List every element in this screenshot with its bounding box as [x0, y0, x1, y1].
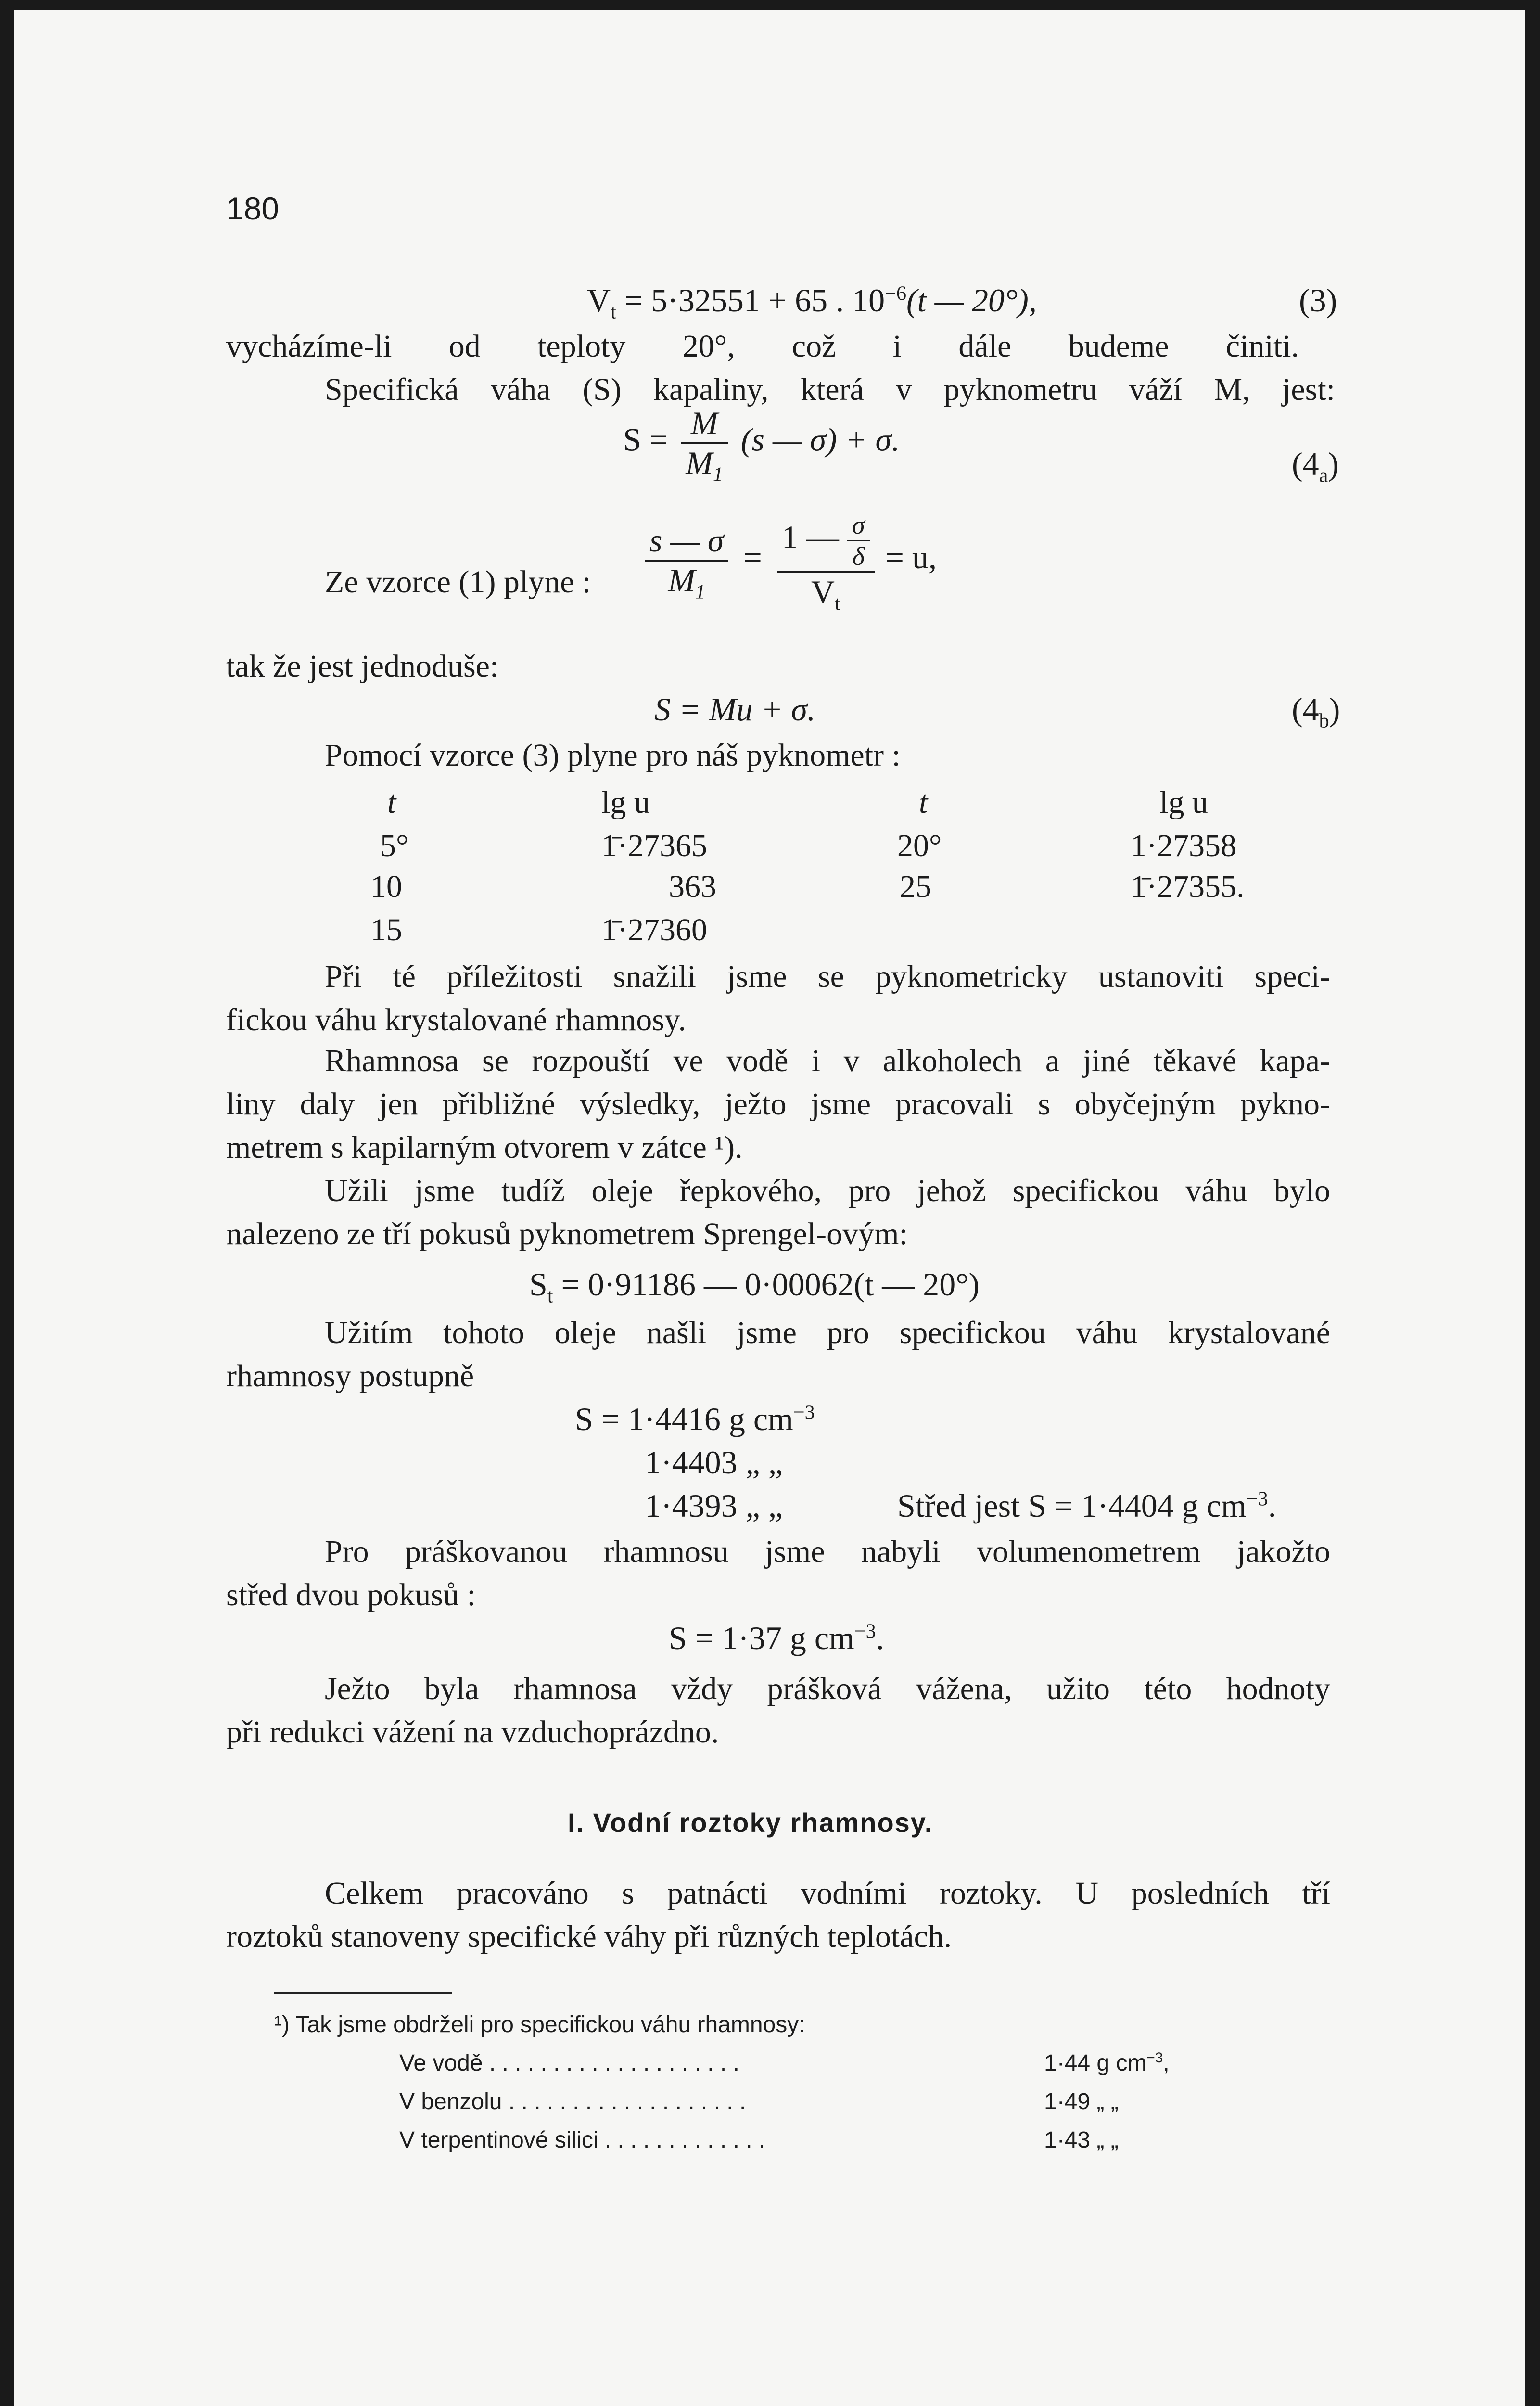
text-line: roztoků stanoveny specifické váhy při různých teplotách.	[226, 1919, 952, 1954]
table-header: t	[919, 785, 928, 820]
text-line: tak že jest jednoduše:	[226, 649, 499, 684]
equation-3-label: (3)	[1299, 282, 1337, 319]
page	[14, 10, 1525, 2406]
footnote-intro: ¹) Tak jsme obdrželi pro specifickou váhu rhamnosy:	[274, 2012, 805, 2037]
table-cell: 15	[370, 912, 402, 947]
value-row: S = 1·4416 g $cm^{-3}$	[575, 1401, 815, 1437]
footnote-value: 1·43 „ „	[1044, 2127, 1119, 2153]
text-line: liny daly jen přibližné výsledky, ježto jsme pracovali s obyčejným pykno-	[226, 1087, 1330, 1122]
footnote-divider	[274, 1992, 452, 1994]
equation-3: $V_t = 5\cdot 32551 + 65$ . $10^{-6}(t$ — 20°),	[587, 282, 1037, 323]
text-line: Ježto byla rhamnosa vždy prášková vážena, užito této hodnoty	[325, 1671, 1330, 1706]
footnote-row: V benzolu . . . . . . . . . . . . . . . . . . .	[399, 2089, 746, 2114]
table-cell: 20°	[897, 828, 942, 863]
value-row: 1·4393 „ „	[645, 1487, 783, 1524]
text-line: Specifická váha (S) kapaliny, která v pyknometru váží M, jest:	[325, 372, 1335, 407]
table-cell: 1·27358	[1131, 828, 1236, 863]
equation-u: $\frac{s — \sigma}{M_1}$ = 1 — $\frac{\sigma}{\delta}$ $V_t$ = u,	[645, 510, 937, 611]
page-number: 180	[226, 191, 280, 226]
stred-value: Střed jest S = 1·4404 g $cm^{-3}$.	[897, 1487, 1276, 1524]
equation-st: $S_t = 0\cdot 91186$ — 0·00062(t — 20°)	[529, 1266, 980, 1307]
table-cell: 363	[669, 869, 716, 904]
table-header: lg u	[1159, 785, 1208, 820]
text-line: Celkem pracováno s patnácti vodními roztoky. U posledních tří	[325, 1876, 1330, 1911]
table-cell: 5°	[380, 828, 409, 863]
equation-s137: S = 1·37 g $cm^{-3}$.	[669, 1620, 884, 1656]
text-line: Pro práškovanou rhamnosu jsme nabyli volumenometrem jakožto	[325, 1534, 1330, 1569]
table-cell: 1̄·27360	[601, 912, 707, 947]
table-header: lg u	[601, 785, 650, 820]
text-line: fickou váhu krystalované rhamnosy.	[226, 1002, 687, 1037]
text-line: nalezeno ze tří pokusů pyknometrem Sprengel-ovým:	[226, 1216, 908, 1252]
equation-4b-label: $(4_b)$	[1292, 691, 1340, 732]
table-cell: 10	[370, 869, 402, 904]
table-cell: 1̄·27365	[601, 828, 707, 863]
text-line: Rhamnosa se rozpouští ve vodě i v alkoholech a jiné těkavé kapa-	[325, 1043, 1330, 1078]
section-heading: I. Vodní roztoky rhamnosy.	[568, 1807, 933, 1838]
text-line: Užili jsme tudíž oleje řepkového, pro jehož specifickou váhu bylo	[325, 1173, 1330, 1208]
equation-4a: S = $\frac{M}{M_1}$ (s — σ) + σ.	[623, 405, 900, 486]
text-line: střed dvou pokusů :	[226, 1577, 476, 1613]
text-line: při redukci vážení na vzduchoprázdno.	[226, 1715, 719, 1750]
text-line: Ze vzorce (1) plyne :	[325, 564, 591, 600]
footnote-row: V terpentinové silici . . . . . . . . . . . . .	[399, 2127, 765, 2153]
text-line: rhamnosy postupně	[226, 1358, 474, 1394]
text-line: metrem s kapilarným otvorem v zátce ¹).	[226, 1130, 743, 1165]
equation-4b: S = Mu + σ.	[654, 691, 815, 728]
footnote-row: Ve vodě . . . . . . . . . . . . . . . . . . . .	[399, 2050, 739, 2076]
footnote-value: 1·44 g $cm^{-3}$,	[1044, 2050, 1170, 2076]
table-header: t	[387, 785, 396, 820]
table-cell: 25	[900, 869, 931, 904]
table-cell: 1̄·27355.	[1131, 869, 1245, 904]
text-line: Pomocí vzorce (3) plyne pro náš pyknometr :	[325, 738, 901, 773]
value-row: 1·4403 „ „	[645, 1444, 783, 1481]
footnote-value: 1·49 „ „	[1044, 2089, 1119, 2114]
equation-4a-label: $(4_a)$	[1292, 446, 1339, 487]
text-line: Užitím tohoto oleje našli jsme pro specifickou váhu krystalované	[325, 1315, 1330, 1350]
text-line: Při té příležitosti snažili jsme se pyknometricky ustanoviti speci-	[325, 959, 1330, 994]
text-line: vycházíme-li od teploty 20°, což i dále budeme činiti.	[226, 329, 1299, 364]
